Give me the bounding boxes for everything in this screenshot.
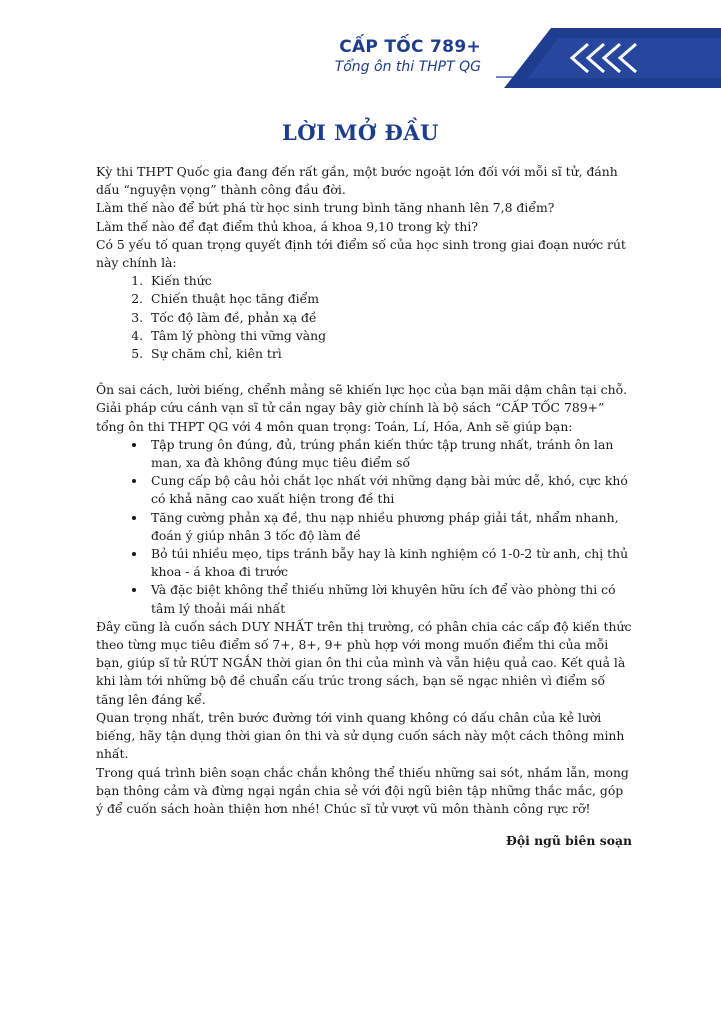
list-item: 5. Sự chăm chỉ, kiên trì — [147, 345, 632, 363]
document-body — [96, 163, 632, 850]
solution-paragraph: Ôn sai cách, lười biếng, chểnh mảng sẽ khiến lực học của bạn mãi dậm chân tại chỗ. Giải pháp cứu cánh vạn sĩ tử cần ngay bây giờ chính là bộ sách “CẤP TỐC 789+” tổng ôn thi THPT QG với 4 môn quan trọng: Toán, Lí, Hóa, Anh sẽ giúp bạn: — [96, 382, 628, 434]
header-arrow-inner — [528, 38, 721, 78]
list-item: • Và đặc biệt không thể thiếu những lời khuyên hữu ích để vào phòng thi có tâm lý thoải mái nhất — [147, 581, 632, 617]
header-brand — [0, 28, 721, 88]
chevron-arrows-icon — [496, 28, 721, 88]
spacer — [96, 363, 632, 381]
list-item: 2. Chiến thuật học tăng điểm — [147, 290, 632, 308]
factors-list — [96, 272, 632, 363]
list-item: • Bỏ túi nhiều mẹo, tips tránh bẫy hay là kinh nghiệm có 1-0-2 từ anh, chị thủ khoa - á khoa đi trước — [147, 545, 632, 581]
brand-text — [335, 36, 481, 76]
brand-title: CẤP TỐC 789+ — [339, 37, 481, 57]
closing-paragraph: Quan trọng nhất, trên bước đường tới vinh quang không có dấu chân của kẻ lười biếng, hãy tận dụng thời gian ôn thi và sử dụng cuốn sách này một cách thông minh nhất. — [96, 709, 625, 762]
brand-subtitle: Tổng ôn thi THPT QG — [334, 59, 481, 75]
list-item: 3. Tốc độ làm đề, phản xạ đề — [147, 309, 632, 327]
intro-line: Làm thế nào để đạt điểm thủ khoa, á khoa 9,10 trong kỳ thi? — [96, 218, 478, 234]
list-item: • Tăng cường phản xạ đề, thu nạp nhiều phương pháp giải tắt, nhẩm nhanh, đoán ý giúp nhân 3 tốc độ làm đề — [147, 509, 632, 545]
list-item: 4. Tâm lý phòng thi vững vàng — [147, 327, 632, 345]
list-item: 1. Kiến thức — [147, 272, 632, 290]
intro-line: Làm thế nào để bứt phá từ học sinh trung bình tăng nhanh lên 7,8 điểm? — [96, 200, 555, 216]
intro-line: Kỳ thi THPT Quốc gia đang đến rất gần, một bước ngoặt lớn đối với mỗi sĩ tử, đánh dấu “nguyện vọng” thành công đầu đời. — [96, 164, 618, 198]
closing-paragraph: Trong quá trình biên soạn chắc chắn không thể thiếu những sai sót, nhầm lẫn, mong bạn thông cảm và đừng ngại ngần chia sẻ với đội ngũ biên tập những thắc mắc, góp ý để cuốn sách hoàn thiện hơn nhé! Chúc sĩ tử vượt vũ môn thành công rực rỡ! — [96, 764, 629, 816]
signature: Đội ngũ biên soạn — [506, 833, 632, 849]
intro-line: Có 5 yếu tố quan trọng quyết định tới điểm số của học sinh trong giai đoạn nước rút này chính là: — [96, 236, 626, 271]
closing-paragraph: Đây cũng là cuốn sách DUY NHẤT trên thị trường, có phân chia các cấp độ kiến thức theo từng mục tiêu điểm số 7+, 8+, 9+ phù hợp với mong muốn điểm thi của mỗi bạn, giúp sĩ tử RÚT NGẮN thời gian ôn thi của mình và vẫn hiệu quả cao. Kết quả là khi làm tới những bộ đề chuẩn cấu trúc trong sách, bạn sẽ ngạc nhiên vì điểm số tăng lên đáng kể. — [96, 618, 632, 707]
benefits-list — [96, 436, 632, 618]
list-item: • Tập trung ôn đúng, đủ, trúng phần kiến thức tập trung nhất, tránh ôn lan man, xa đà không đúng mục tiêu điểm số — [147, 436, 632, 472]
list-item: • Cung cấp bộ câu hỏi chắt lọc nhất với những dạng bài mức dễ, khó, cực khó có khả năng cao xuất hiện trong đề thi — [147, 472, 632, 508]
page-title: LỜI MỞ ĐẦU — [281, 120, 439, 145]
